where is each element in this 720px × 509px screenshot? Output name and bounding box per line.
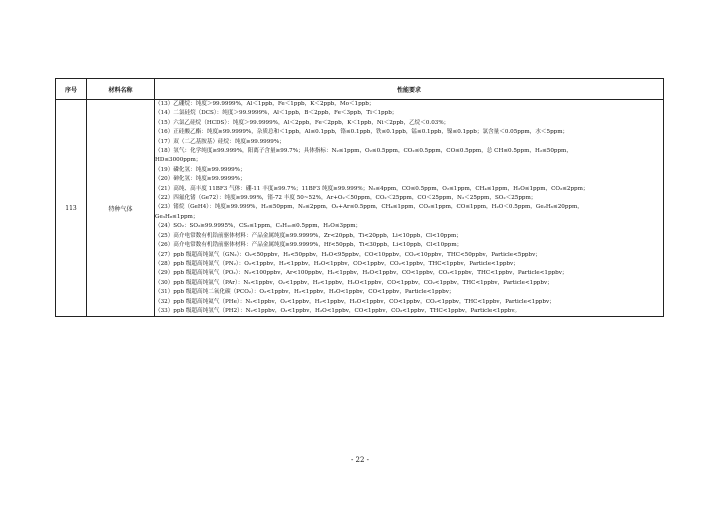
- requirement-line: （25）高介电常数有机铪前驱体材料：产品金属纯度≥99.9999%，Zr<20ppb，Ti<20ppb，Li<10ppb，Cl<10ppm；: [155, 232, 462, 239]
- requirement-line: （33）ppb 级超高纯氢气（PH2）：N₂<1ppbv，O₂<1ppbv，H₂O<1ppbv，CO<1ppbv，CO₂<1ppbv，THC<1ppbv，Particle<1ppbv。: [155, 307, 521, 314]
- requirement-line: （22）四氟化锗（Ge72）：纯度≥99.99%，锗-72 丰度 50~52%，Ar+O₂＜50ppm，CO₂＜25ppm，CO＜25ppm，N₂＜25ppm，SO₂＜25ppm；: [155, 195, 537, 202]
- requirement-line: （29）ppb 级超高纯氧气（PO₂）：N₂<100ppbv，Ar<100ppbv，H₂<1ppbv，H₂O<1ppbv，CO<1ppbv，CO₂<1ppbv，THC<1ppbv，Particle<1ppbv；: [155, 270, 568, 277]
- requirement-line: （16）正硅酸乙酯：纯度≥99.9999%，杂质总和＜1ppb，Al≤0.1ppb，铬≤0.1ppb，铁≤0.1ppb，锰≤0.1ppb，镍≤0.1ppb；氯含量＜0.05ppm，水＜5ppm；: [155, 129, 569, 136]
- requirement-line: （26）高介电常数有机锆前驱体材料：产品金属纯度≥99.9999%，Hf<50ppb，Ti<30ppb，Li<10ppb，Cl<10ppm；: [155, 242, 463, 249]
- table-row: [56, 100, 664, 317]
- requirement-line: （32）ppb 级超高纯氦气（PHe）：N₂<1ppbv，O₂<1ppbv，H₂<1ppbv，H₂O<1ppbv，CO<1ppbv，CO₂<1ppbv，THC<1ppbv，Particle<1ppbv；: [155, 298, 555, 305]
- requirement-line: （14）二氯硅烷（DCS）：纯度＞99.9999%，Al＜1ppb，B＜2ppb，Fe＜3ppb，Ti＜1ppb；: [155, 110, 398, 117]
- row-number: 113: [56, 100, 87, 317]
- requirement-line: （30）ppb 级超高纯氩气（PAr）：N₂<1ppbv，O₂<1ppbv，H₂<1ppbv，H₂O<1ppbv，CO<1ppbv，CO₂<1ppbv，THC<1ppbv，Particle<1ppbv；: [155, 279, 553, 286]
- requirement-line: （19）磷化氢：纯度≥99.9999%；: [155, 166, 246, 173]
- requirement-line: （28）ppb 级超高纯氮气（PN₂）：O₂<1ppbv，H₂<1ppbv，H₂O<1ppbv，CO<1ppbv，CO₂<1ppbv，THC<1ppbv，Particle<1ppbv；: [155, 260, 519, 267]
- requirement-line: （21）高纯、高丰度 11BF3 气体：硼-11 丰度≥99.7%；11BF3 纯度≥99.999%；N₂≤4ppm，CO≤0.5ppm，O₂≤1ppm，CH₄≤1ppm，H₂O≤1ppm，CO₂≤2ppm；: [155, 185, 589, 192]
- requirement-line: （13）乙硼烷：纯度＞99.9999%，Al＜1ppb，Fe＜1ppb，K＜2ppb，Mo＜1ppb；: [155, 101, 375, 107]
- requirement-line: （31）ppb 级超高纯二氧化碳（PCO₂）：O₂<1ppbv，H₂<1ppbv，H₂O<1ppbv，CO<1ppbv，Particle<1ppbv；: [155, 289, 455, 296]
- header-performance-requirements: 性能要求: [155, 79, 664, 100]
- page-number: - 22 -: [350, 456, 370, 464]
- requirement-line: （27）ppb 级超高纯氮气（GN₂）：O₂<50ppbv，H₂<50ppbv，H₂O<95ppbv，CO<10ppbv，CO₂<10ppbv，THC<50ppbv，Particle<5ppbv；: [155, 251, 541, 258]
- requirement-line: （23）锗烷（GeH4）：纯度≥99.999%，H₂≤50ppm，N₂≤2ppm，O₂+Ar≤0.5ppm，CH₄≤1ppm，CO₂≤1ppm，CO≤1ppm，H₂O＜0.5ppm，Ge₂H₆≤20ppm，: [155, 204, 583, 211]
- requirement-line: （24）SO₂：SO₂≥99.9995%，CS₂≤1ppm，C₃H₁₀≤0.5ppm，H₂O≤3ppm；: [155, 223, 362, 230]
- materials-spec-table: [55, 78, 664, 317]
- requirement-line: （15）六氯乙硅烷（HCDS）：纯度＞99.9999%，Al＜2ppb，Fe＜2ppb，K＜1ppb，Ni＜2ppb，乙烷＜0.03%；: [155, 119, 450, 126]
- header-number: 序号: [56, 79, 87, 100]
- requirement-line: （20）砷化氢：纯度≥99.9999%；: [155, 176, 246, 183]
- material-name: 特种气体: [87, 100, 155, 317]
- requirement-line: HD≤3000ppm；: [155, 157, 202, 164]
- requirement-line: （17）双（二乙基胺基）硅烷：纯度≥99.9999%；: [155, 138, 285, 145]
- table-header-row: [56, 79, 664, 100]
- requirements-cell: [155, 100, 664, 317]
- requirement-line: Ge₃H₈≤1ppm；: [155, 213, 199, 220]
- requirement-line: （18）氢气：化学纯度≥99.999%，阳离子含量≥99.7%；具体指标：N₂≤1ppm，O₂≤0.5ppm，CO₂≤0.5ppm，CO≤0.5ppm，总 CH≤0.5ppm，H₂≤50ppm，: [155, 148, 572, 155]
- header-material-name: 材料名称: [87, 79, 155, 100]
